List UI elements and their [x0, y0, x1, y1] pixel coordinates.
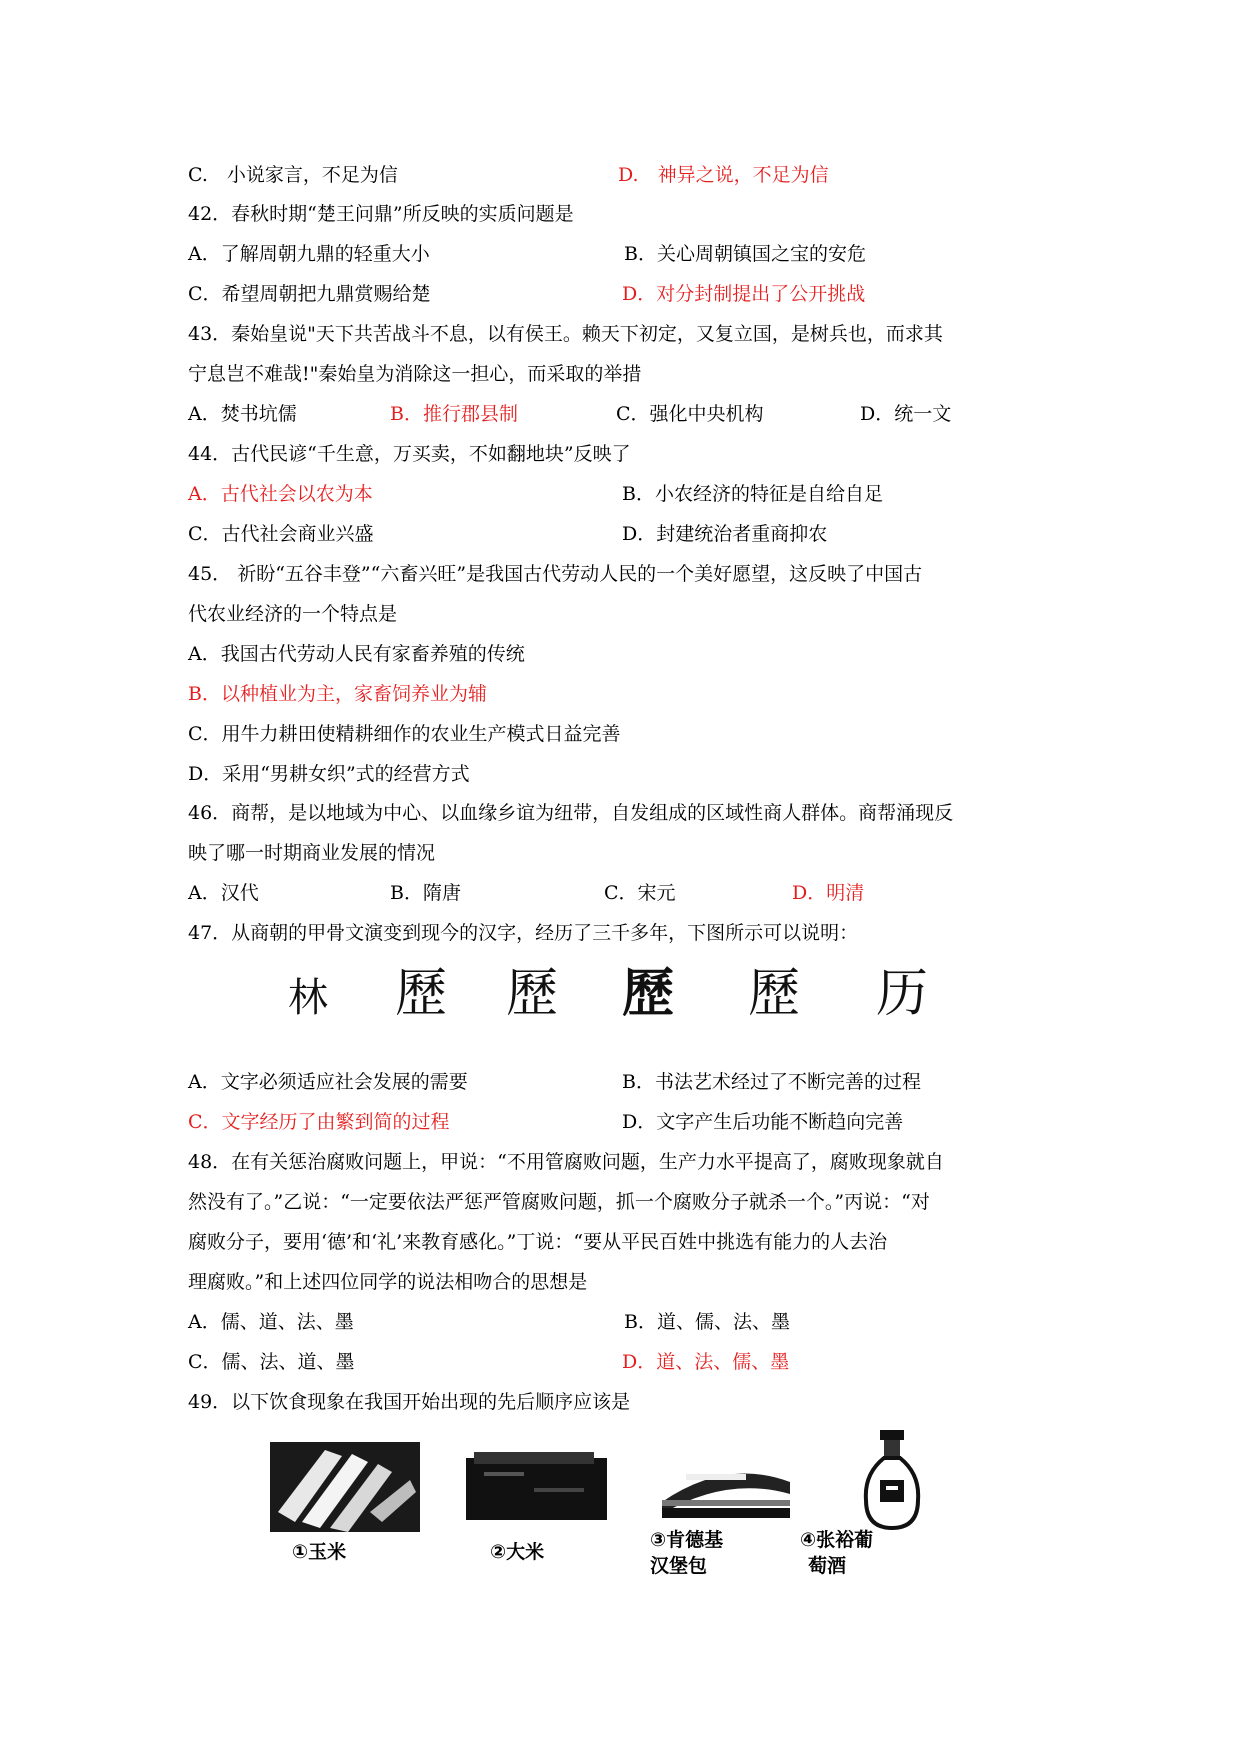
- q42-option-b: B．关心周朝镇国之宝的安危: [624, 243, 866, 265]
- q45-stem-line1: 45． 祈盼“五谷丰登”“六畜兴旺”是我国古代劳动人民的一个美好愿望，这反映了中国古: [188, 563, 923, 585]
- q46-stem-line1: 46．商帮，是以地域为中心、以血缘乡谊为纽带，自发组成的区域性商人群体。商帮涌现反: [188, 802, 954, 824]
- q43-option-b-answer: B．推行郡县制: [390, 403, 518, 425]
- rice-caption: ②大米: [490, 1541, 545, 1563]
- q47-option-d: D．文字产生后功能不断趋向完善: [622, 1111, 904, 1133]
- q44-option-c: C．古代社会商业兴盛: [188, 523, 374, 545]
- q48-stem-line3: 腐败分子，要用‘德’和‘礼’来教育感化。”丁说：“要从平民百姓中挑选有能力的人去治: [188, 1231, 888, 1253]
- regular-script-glyph: 歷: [748, 964, 801, 1024]
- q42-option-d-answer: D．对分封制提出了公开挑战: [622, 283, 866, 305]
- bottle-label: [880, 1480, 904, 1502]
- q48-option-a: A．儒、道、法、墨: [188, 1311, 354, 1333]
- q45-option-b-answer: B．以种植业为主，家畜饲养业为辅: [188, 683, 487, 705]
- q44-option-d: D．封建统治者重商抑农: [622, 523, 828, 545]
- wine-bottle-image: [862, 1428, 922, 1532]
- q43-option-d: D．统一文: [860, 403, 952, 425]
- bottle-neck: [884, 1440, 900, 1458]
- kfc-burger-caption-line2: 汉堡包: [650, 1555, 708, 1577]
- burger-highlight: [686, 1474, 746, 1480]
- oracle-bone-glyph: 林: [288, 975, 328, 1021]
- q49-stem: 49．以下饮食现象在我国开始出现的先后顺序应该是: [188, 1391, 631, 1413]
- q47-option-a: A．文字必须适应社会发展的需要: [188, 1071, 468, 1093]
- bronze-script-glyph: 歷: [395, 964, 448, 1024]
- q46-option-b: B．隋唐: [390, 882, 461, 904]
- q47-stem: 47．从商朝的甲骨文演变到现今的汉字，经历了三千多年，下图所示可以说明：: [188, 922, 859, 944]
- q48-option-c: C．儒、法、道、墨: [188, 1351, 355, 1373]
- rice-image: [464, 1448, 609, 1528]
- bottle-label-mark: [886, 1486, 898, 1490]
- q42-option-c: C．希望周朝把九鼎赏赐给楚: [188, 283, 431, 305]
- corn-image: [270, 1442, 420, 1532]
- burger-filling: [662, 1500, 790, 1506]
- q42-stem: 42．春秋时期“楚王问鼎”所反映的实质问题是: [188, 203, 574, 225]
- q43-option-a: A．焚书坑儒: [188, 403, 297, 425]
- q45-option-a: A．我国古代劳动人民有家畜养殖的传统: [188, 643, 525, 665]
- bottle-cap: [880, 1430, 904, 1440]
- q45-option-c: C．用牛力耕田使精耕细作的农业生产模式日益完善: [188, 723, 621, 745]
- q45-option-d: D．采用“男耕女织”式的经营方式: [188, 763, 470, 785]
- q47-option-b: B．书法艺术经过了不断完善的过程: [622, 1071, 921, 1093]
- q48-option-d-answer: D．道、法、儒、墨: [622, 1351, 790, 1373]
- q46-option-d-answer: D．明清: [792, 882, 865, 904]
- corn-caption: ①玉米: [292, 1541, 347, 1563]
- q48-stem-line4: 理腐败。”和上述四位同学的说法相吻合的思想是: [188, 1271, 588, 1293]
- clerical-script-glyph: 歷: [622, 963, 675, 1024]
- q46-stem-line2: 映了哪一时期商业发展的情况: [188, 842, 436, 864]
- q41-option-c: C. 小说家言，不足为信: [188, 164, 398, 186]
- wine-caption-line1: ④张裕葡: [800, 1529, 874, 1551]
- q46-option-c: C．宋元: [604, 882, 676, 904]
- q44-stem: 44．古代民谚“千生意，万买卖，不如翻地块”反映了: [188, 443, 631, 465]
- q48-option-b: B．道、儒、法、墨: [624, 1311, 790, 1333]
- burger-bottom-bun: [662, 1508, 790, 1518]
- q41-option-d-answer: D. 神异之说，不足为信: [618, 164, 829, 186]
- rice-texture-1: [484, 1472, 524, 1476]
- q44-option-b: B．小农经济的特征是自给自足: [622, 483, 883, 505]
- rice-top-edge: [474, 1452, 594, 1464]
- q43-stem-line1: 43．秦始皇说"天下共苦战斗不息，以有侯王。赖天下初定，又复立国，是树兵也，而求其: [188, 323, 943, 345]
- kfc-burger-caption-line1: ③肯德基: [650, 1529, 724, 1551]
- q42-option-a: A．了解周朝九鼎的轻重大小: [188, 243, 430, 265]
- simplified-glyph: 历: [876, 964, 929, 1024]
- hamburger-image: [656, 1462, 796, 1522]
- q43-option-c: C．强化中央机构: [616, 403, 764, 425]
- q48-stem-line2: 然没有了。”乙说：“一定要依法严惩严管腐败问题，抓一个腐败分子就杀一个。”丙说：“对: [188, 1191, 930, 1213]
- q44-option-a-answer: A．古代社会以农为本: [188, 483, 373, 505]
- q45-stem-line2: 代农业经济的一个特点是: [188, 603, 398, 625]
- seal-script-glyph: 歷: [506, 964, 559, 1024]
- q43-stem-line2: 宁息岂不难哉!"秦始皇为消除这一担心，而采取的举措: [188, 363, 642, 385]
- wine-caption-line2: 萄酒: [808, 1555, 847, 1577]
- q47-option-c-answer: C．文字经历了由繁到简的过程: [188, 1111, 450, 1133]
- q46-option-a: A．汉代: [188, 882, 259, 904]
- q48-stem-line1: 48．在有关惩治腐败问题上，甲说：“不用管腐败问题，生产力水平提高了，腐败现象就自: [188, 1151, 944, 1173]
- rice-texture-2: [534, 1488, 584, 1492]
